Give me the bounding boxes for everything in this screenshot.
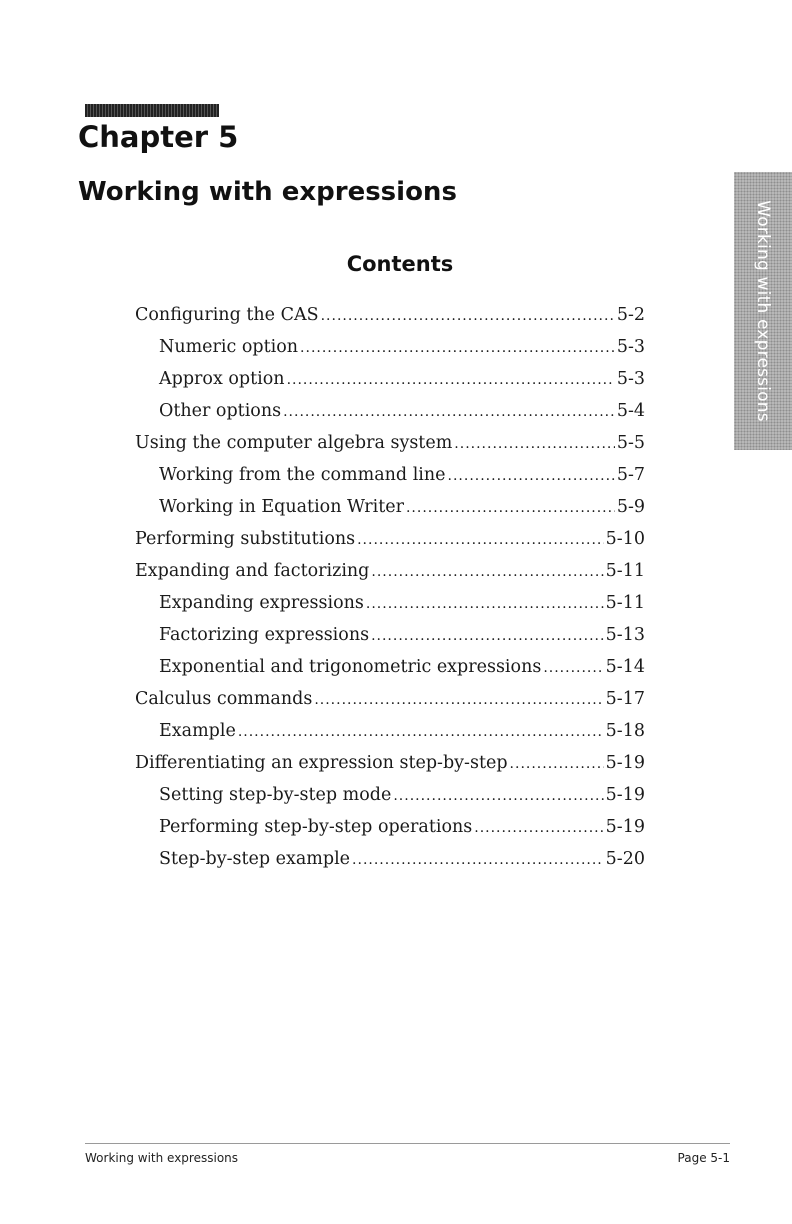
toc-entry[interactable]: [135, 433, 645, 465]
toc-leader-dots: [474, 817, 603, 837]
footer-rule: [85, 1143, 730, 1144]
toc-entry-title: Approx option: [159, 369, 285, 389]
side-tab: [734, 172, 792, 450]
footer-section-title: Working with expressions: [85, 1151, 239, 1165]
toc-leader-dots: [371, 625, 604, 645]
toc-leader-dots: [314, 689, 603, 709]
toc-leader-dots: [543, 657, 603, 677]
toc-entry[interactable]: [135, 529, 645, 561]
toc-leader-dots: [393, 785, 603, 805]
toc-leader-dots: [454, 433, 615, 453]
chapter-label: Chapter 5: [78, 120, 239, 154]
toc-leader-dots: [366, 593, 604, 613]
toc-leader-dots: [510, 753, 604, 773]
toc-entry-title: Step-by-step example: [159, 849, 351, 869]
toc-entry-title: Example: [159, 721, 236, 741]
toc-leader-dots: [321, 305, 615, 325]
toc-entry-page: 5-19: [605, 753, 645, 773]
toc-entry-title: Working in Equation Writer: [159, 497, 404, 517]
toc-leader-dots: [371, 561, 603, 581]
toc-entry[interactable]: [135, 849, 645, 881]
toc-entry-page: 5-19: [605, 817, 645, 837]
toc-entry-page: 5-3: [616, 369, 645, 389]
toc-entry[interactable]: [135, 369, 645, 401]
toc-entry-title: Performing step-by-step operations: [159, 817, 473, 837]
toc-entry[interactable]: [135, 593, 645, 625]
toc-entry[interactable]: [135, 785, 645, 817]
toc-entry-title: Other options: [159, 401, 282, 421]
toc-entry-page: 5-19: [605, 785, 645, 805]
toc-entry-title: Expanding and factorizing: [135, 561, 370, 581]
toc-entry-page: 5-10: [605, 529, 645, 549]
toc-entry-page: 5-20: [605, 849, 645, 869]
toc-entry-page: 5-5: [616, 433, 645, 453]
toc-entry-title: Expanding expressions: [159, 593, 364, 613]
toc-entry[interactable]: [135, 305, 645, 337]
toc-entry-title: Numeric option: [159, 337, 299, 357]
toc-entry[interactable]: [135, 561, 645, 593]
toc-entry-title: Performing substitutions: [135, 529, 356, 549]
chapter-title: Working with expressions: [78, 177, 457, 207]
toc-leader-dots: [283, 401, 615, 421]
toc-entry-page: 5-17: [605, 689, 645, 709]
toc-entry[interactable]: [135, 465, 645, 497]
toc-entry-page: 5-4: [616, 401, 645, 421]
toc-leader-dots: [406, 497, 615, 517]
footer-page-number: Page 5-1: [677, 1151, 730, 1165]
toc-entry-title: Calculus commands: [135, 689, 313, 709]
toc-entry-page: 5-11: [605, 593, 645, 613]
toc-entry-title: Exponential and trigonometric expressions: [159, 657, 542, 677]
toc-entry-page: 5-9: [616, 497, 645, 517]
toc-entry[interactable]: [135, 625, 645, 657]
toc-entry-title: Factorizing expressions: [159, 625, 370, 645]
toc-entry-page: 5-2: [616, 305, 645, 325]
toc-entry-title: Using the computer algebra system: [135, 433, 453, 453]
toc-leader-dots: [352, 849, 604, 869]
toc-entry[interactable]: [135, 657, 645, 689]
toc-entry[interactable]: [135, 689, 645, 721]
toc-entry-title: Working from the command line: [159, 465, 446, 485]
toc-entry[interactable]: [135, 817, 645, 849]
toc-entry-page: 5-7: [616, 465, 645, 485]
toc-entry[interactable]: [135, 753, 645, 785]
toc-leader-dots: [448, 465, 615, 485]
toc-entry-page: 5-14: [605, 657, 645, 677]
toc-entry-title: Setting step-by-step mode: [159, 785, 392, 805]
toc-entry-page: 5-18: [605, 721, 645, 741]
chapter-bar: [85, 104, 219, 117]
toc-entry[interactable]: [135, 497, 645, 529]
toc-entry-page: 5-13: [605, 625, 645, 645]
toc-entry[interactable]: [135, 337, 645, 369]
toc-entry-page: 5-3: [616, 337, 645, 357]
toc-entry-title: Differentiating an expression step-by-step: [135, 753, 508, 773]
toc-leader-dots: [238, 721, 604, 741]
toc-leader-dots: [300, 337, 615, 357]
toc-entry-page: 5-11: [605, 561, 645, 581]
contents-heading: Contents: [346, 252, 454, 276]
toc-entry[interactable]: [135, 401, 645, 433]
toc-leader-dots: [357, 529, 604, 549]
table-of-contents: [135, 305, 645, 881]
toc-entry-title: Configuring the CAS: [135, 305, 319, 325]
toc-entry[interactable]: [135, 721, 645, 753]
toc-leader-dots: [287, 369, 615, 389]
side-tab-label: Working with expressions: [753, 200, 773, 422]
